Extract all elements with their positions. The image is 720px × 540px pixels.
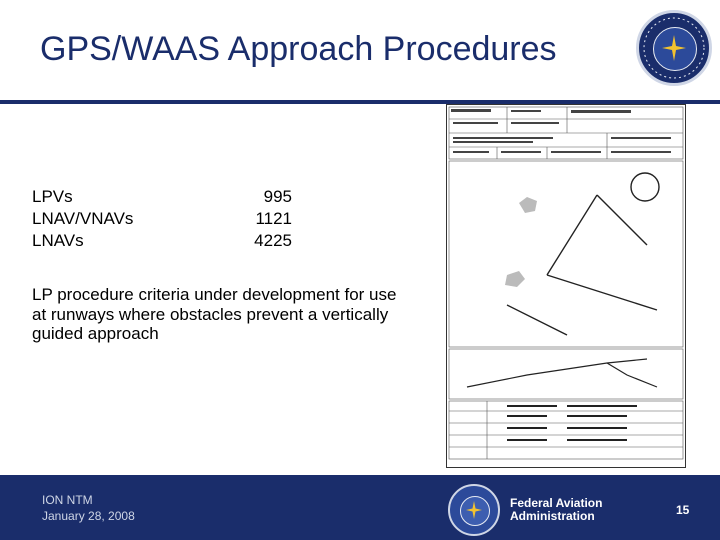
footer-event-info [42,492,135,524]
event-name: ION NTM [42,493,93,507]
lp-criteria-note: LP procedure criteria under development for use at runways where obstacles prevent a vertically guided approach [32,285,397,343]
procedure-stats [32,186,292,252]
stat-label: LNAV/VNAVs [32,209,134,228]
faa-seal-footer-logo [448,484,500,536]
slide-footer [0,475,720,540]
slide-title: GPS/WAAS Approach Procedures [40,30,557,68]
stat-value: 995 [263,187,292,206]
faa-seal-emblem-icon [639,13,709,83]
agency-line1: Federal Aviation [510,496,603,510]
stat-row-lnav [32,230,292,252]
stat-value: 1121 [255,209,292,228]
event-date: January 28, 2008 [42,509,135,523]
agency-name [510,497,602,523]
stat-label: LPVs [32,187,73,206]
faa-seal-logo [636,10,712,86]
stat-value: 4225 [254,231,292,250]
stat-row-lnav-vnav [32,208,292,230]
stat-row-lpv [32,186,292,208]
approach-plate-drawing [447,105,685,467]
stat-label: LNAVs [32,231,84,250]
faa-seal-footer-emblem-icon [450,486,498,534]
page-number: 15 [676,503,690,517]
approach-plate-image [446,104,686,468]
agency-line2: Administration [510,509,595,523]
